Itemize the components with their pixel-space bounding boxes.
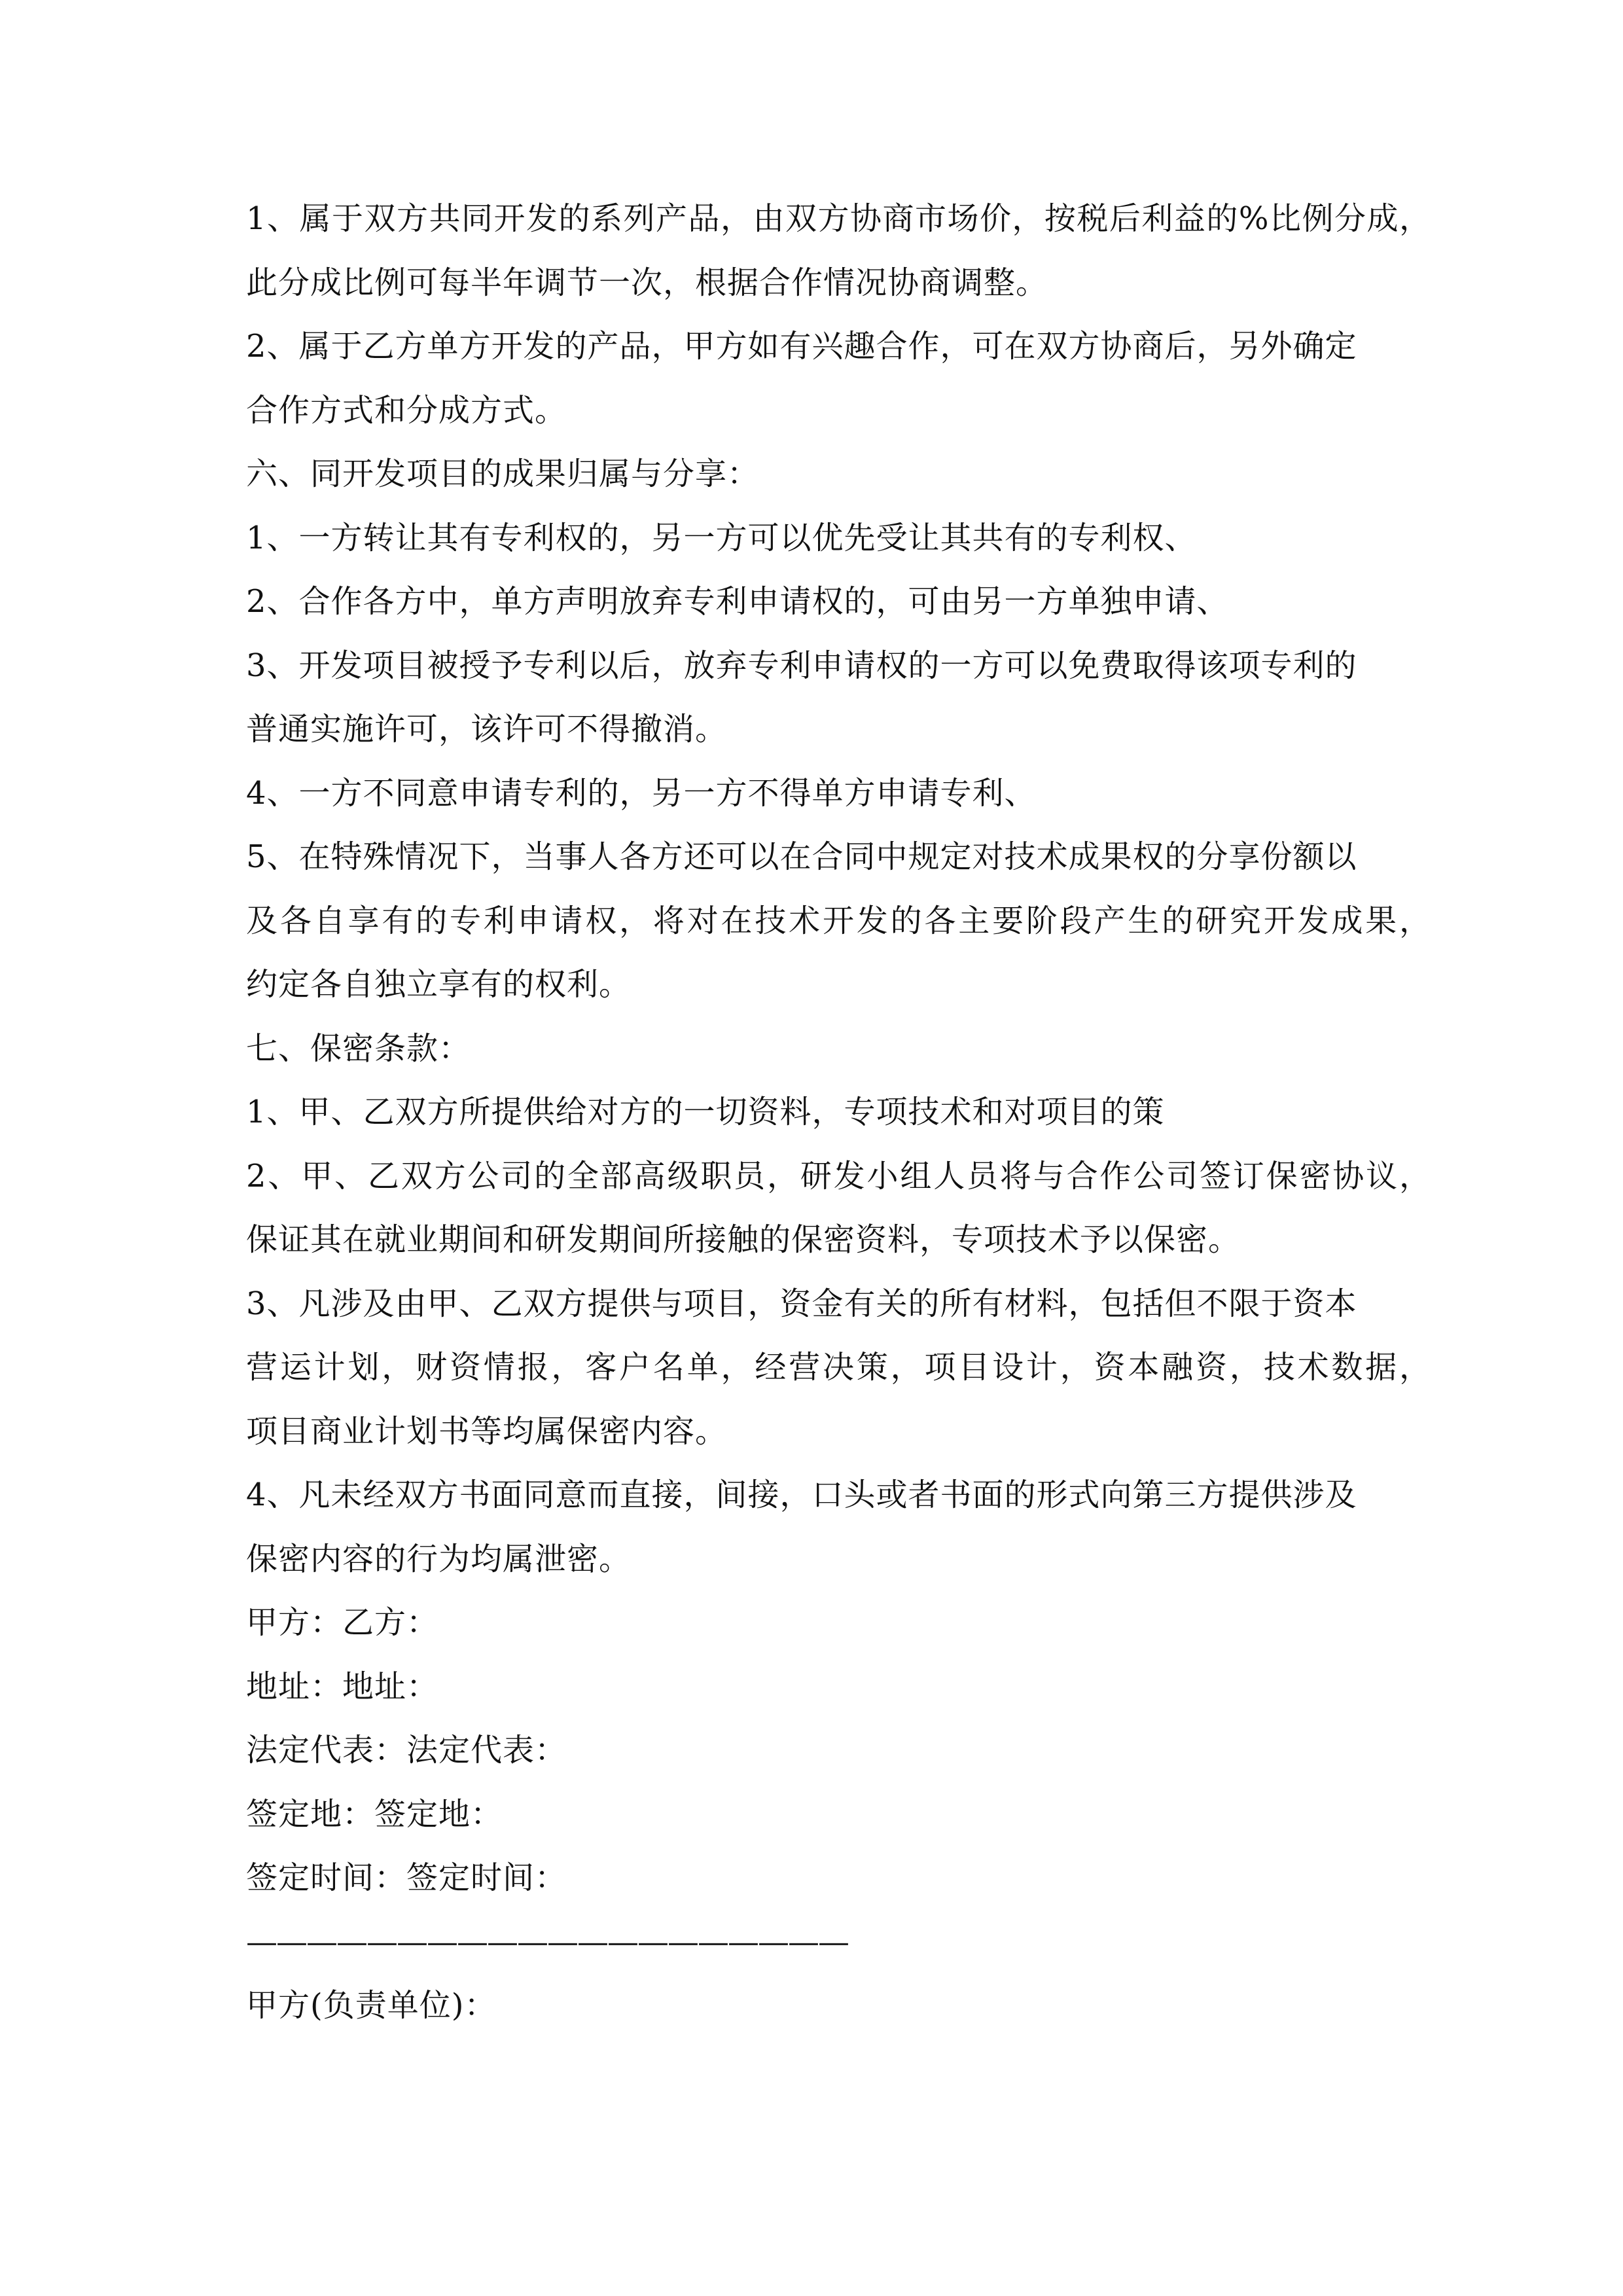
text-line: 3、凡涉及由甲、乙双方提供与项目，资金有关的所有材料，包括但不限于资本 xyxy=(246,1285,1357,1322)
separator-line: ———————————————————— xyxy=(246,1923,848,1960)
text-line: 1、一方转让其有专利权的，另一方可以优先受让其共有的专利权、 xyxy=(246,519,1197,556)
section-heading: 七、保密条款： xyxy=(246,1030,471,1067)
signature-address-line: 地址：地址： xyxy=(246,1668,439,1705)
text-line: 普通实施许可，该许可不得撤消。 xyxy=(246,711,728,747)
signature-place-line: 签定地：签定地： xyxy=(246,1795,503,1833)
text-line: 4、凡未经双方书面同意而直接，间接，口头或者书面的形式向第三方提供涉及 xyxy=(246,1477,1357,1513)
signature-party-line: 甲方：乙方： xyxy=(246,1604,439,1641)
text-line: 项目商业计划书等均属保密内容。 xyxy=(246,1412,728,1450)
text-line: 2、合作各方中，单方声明放弃专利申请权的，可由另一方单独申请、 xyxy=(246,583,1229,620)
text-line: 此分成比例可每半年调节一次，根据合作情况协商调整。 xyxy=(246,264,1048,301)
text-line: 1、甲、乙双方所提供给对方的一切资料，专项技术和对项目的策 xyxy=(246,1094,1165,1130)
text-line: 甲方(负责单位)： xyxy=(246,1987,497,2024)
text-line: 3、开发项目被授予专利以后，放弃专利申请权的一方可以免费取得该项专利的 xyxy=(246,647,1357,684)
text-line: 约定各自独立享有的权利。 xyxy=(246,966,632,1003)
text-line: 合作方式和分成方式。 xyxy=(246,391,567,429)
text-line: 4、一方不同意申请专利的，另一方不得单方申请专利、 xyxy=(246,774,1037,812)
signature-representative-line: 法定代表：法定代表： xyxy=(246,1732,567,1768)
signature-date-line: 签定时间：签定时间： xyxy=(246,1859,567,1896)
text-line: 2、属于乙方单方开发的产品，甲方如有兴趣合作，可在双方协商后，另外确定 xyxy=(246,328,1357,365)
section-heading: 六、同开发项目的成果归属与分享： xyxy=(246,456,760,492)
text-line: 保密内容的行为均属泄密。 xyxy=(246,1540,632,1577)
text-line: 及各自享有的专利申请权，将对在技术开发的各主要阶段产生的研究开发成果， xyxy=(246,902,1431,939)
text-line: 营运计划，财资情报，客户名单，经营决策，项目设计，资本融资，技术数据， xyxy=(246,1349,1431,1386)
document-body xyxy=(246,187,1431,2038)
text-line: 保证其在就业期间和研发期间所接触的保密资料，专项技术予以保密。 xyxy=(246,1221,1241,1258)
text-line: 5、在特殊情况下，当事人各方还可以在合同中规定对技术成果权的分享份额以 xyxy=(246,838,1357,875)
text-line: 2、甲、乙双方公司的全部高级职员，研发小组人员将与合作公司签订保密协议， xyxy=(246,1157,1431,1194)
text-line: 1、属于双方共同开发的系列产品，由双方协商市场价，按税后利益的%比例分成， xyxy=(246,200,1431,237)
